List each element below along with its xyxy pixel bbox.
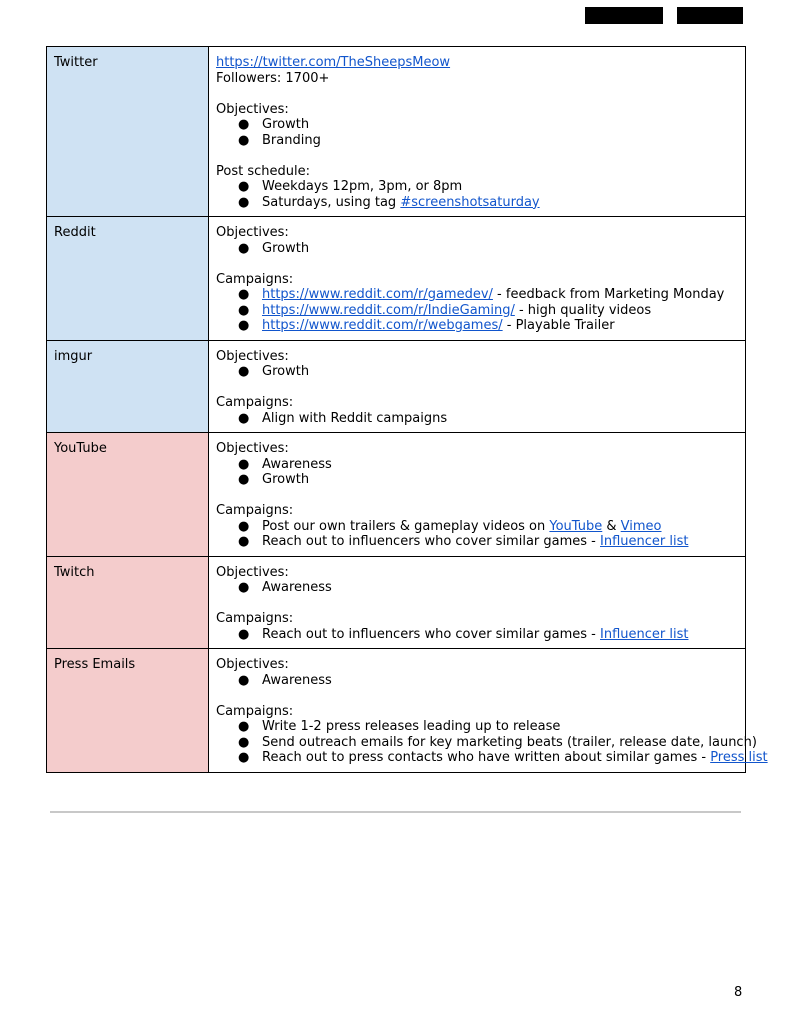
spacer [216, 86, 739, 102]
bullet-icon: ● [238, 534, 250, 549]
bullet-item [216, 457, 739, 473]
bullet-text: Growth [262, 240, 310, 256]
spacer [216, 148, 739, 164]
bullet-icon: ● [238, 194, 250, 210]
bullet-icon: ● [238, 117, 250, 132]
text-line: Objectives: [216, 441, 289, 456]
bullet-text: Reach out to influencers who cover similar games - [262, 626, 600, 642]
bullet-icon: ● [238, 472, 250, 487]
bullet-item [216, 133, 739, 149]
hyperlink[interactable]: Press list [710, 750, 768, 765]
bullet-text: Growth [262, 472, 310, 487]
bullet-item [216, 627, 739, 643]
bullet-icon: ● [238, 132, 250, 148]
bullet-text: Post our own trailers & gameplay videos on [262, 518, 550, 534]
hyperlink[interactable]: YouTube [549, 518, 603, 534]
spacer [216, 380, 739, 396]
bullet-item [216, 241, 739, 257]
hyperlink[interactable]: https://www.reddit.com/r/gamedev/ [262, 287, 493, 302]
link-line [216, 55, 739, 71]
platform-name: Press Emails [47, 649, 209, 773]
bullet-icon: ● [238, 719, 250, 734]
text-line: Campaigns: [216, 611, 294, 626]
bullet-item [216, 673, 739, 689]
page-number: 8 [734, 985, 743, 1000]
text-line: Post schedule: [216, 163, 310, 179]
bullet-text: Reach out to press contacts who have written about similar games - [262, 750, 711, 765]
hyperlink[interactable]: https://www.reddit.com/r/IndieGaming/ [262, 302, 515, 318]
text-line: Objectives: [216, 657, 289, 672]
bullet-text: Growth [262, 364, 310, 379]
horizontal-rule [50, 811, 741, 813]
bullet-item [216, 734, 757, 751]
text-line: Campaigns: [216, 271, 294, 287]
bullet-text: Weekdays 12pm, 3pm, or 8pm [262, 179, 463, 194]
bullet-text: Awareness [262, 580, 332, 595]
bullet-icon: ● [238, 734, 250, 750]
bullet-icon: ● [238, 672, 250, 688]
hyperlink[interactable]: Influencer list [600, 534, 689, 549]
platform-name: imgur [47, 340, 209, 433]
table-row [47, 556, 746, 649]
bullet-item [216, 179, 739, 195]
table-row [47, 47, 746, 217]
text-line: Objectives: [216, 564, 289, 580]
bullet-item [216, 534, 739, 550]
bullet-icon: ● [238, 302, 250, 318]
bullet-icon: ● [238, 364, 250, 379]
hyperlink[interactable]: https://twitter.com/TheSheepsMeow [216, 55, 451, 70]
bullet-icon: ● [238, 580, 250, 595]
bullet-icon: ● [238, 410, 250, 426]
bullet-item [216, 580, 739, 596]
text-line: Campaigns: [216, 395, 294, 410]
text-line: Objectives: [216, 225, 289, 240]
bullet-icon: ● [238, 318, 250, 333]
platform-name: Reddit [47, 217, 209, 341]
bullet-item [216, 411, 739, 427]
bullet-text: - feedback from Marketing Monday [492, 287, 725, 302]
bullet-item [216, 117, 739, 133]
bullet-text: Branding [262, 132, 321, 148]
platform-details [209, 47, 746, 217]
bullet-text: Send outreach emails for key marketing beats (trailer, release date, launch) [262, 734, 757, 750]
bullet-text: - Playable Trailer [502, 318, 615, 333]
bullet-item [216, 719, 739, 735]
bullet-icon: ● [238, 287, 250, 302]
social-media-plan-table [46, 46, 768, 773]
redaction-bar [677, 7, 743, 24]
spacer [216, 256, 739, 272]
text-line: Objectives: [216, 101, 289, 117]
spacer [216, 688, 739, 704]
bullet-text: Write 1-2 press releases leading up to release [262, 719, 561, 734]
bullet-text: Reach out to influencers who cover similar games - [262, 534, 600, 549]
platform-details [209, 649, 768, 773]
bullet-text: Align with Reddit campaigns [262, 410, 448, 426]
hyperlink[interactable]: Vimeo [620, 518, 662, 534]
bullet-item [216, 195, 739, 211]
text-line: Followers: 1700+ [216, 70, 330, 86]
bullet-icon: ● [238, 626, 250, 642]
bullet-icon: ● [238, 240, 250, 256]
bullet-icon: ● [238, 456, 250, 472]
redaction-bar [585, 7, 663, 24]
bullet-item [216, 303, 739, 319]
bullet-text: - high quality videos [514, 302, 652, 318]
bullet-item [216, 364, 739, 380]
platform-name: Twitch [47, 556, 209, 649]
bullet-icon: ● [238, 179, 250, 194]
platform-details [209, 217, 746, 341]
table-row [47, 649, 746, 773]
bullet-text: Saturdays, using tag [262, 194, 401, 210]
spacer [216, 596, 739, 612]
table-row [47, 217, 746, 341]
hyperlink[interactable]: https://www.reddit.com/r/webgames/ [262, 318, 503, 333]
bullet-icon: ● [238, 518, 250, 534]
bullet-item [216, 472, 739, 488]
bullet-text: Awareness [262, 456, 332, 472]
text-line: Objectives: [216, 348, 289, 364]
platform-name: YouTube [47, 433, 209, 557]
bullet-text: & [602, 518, 621, 534]
platform-details [209, 340, 746, 433]
bullet-text: Growth [262, 117, 310, 132]
bullet-icon: ● [238, 750, 250, 765]
hyperlink[interactable]: Influencer list [600, 626, 689, 642]
spacer [216, 488, 739, 504]
hyperlink[interactable]: #screenshotsaturday [400, 194, 540, 210]
text-line: Campaigns: [216, 703, 294, 719]
platform-details [209, 556, 746, 649]
table-row [47, 433, 746, 557]
bullet-item [216, 287, 739, 303]
bullet-item [216, 519, 739, 535]
bullet-item [216, 318, 739, 334]
platform-name: Twitter [47, 47, 209, 217]
table-row [47, 340, 746, 433]
bullet-text: Awareness [262, 672, 332, 688]
text-line: Campaigns: [216, 503, 294, 518]
platform-details [209, 433, 746, 557]
bullet-item [216, 750, 768, 766]
